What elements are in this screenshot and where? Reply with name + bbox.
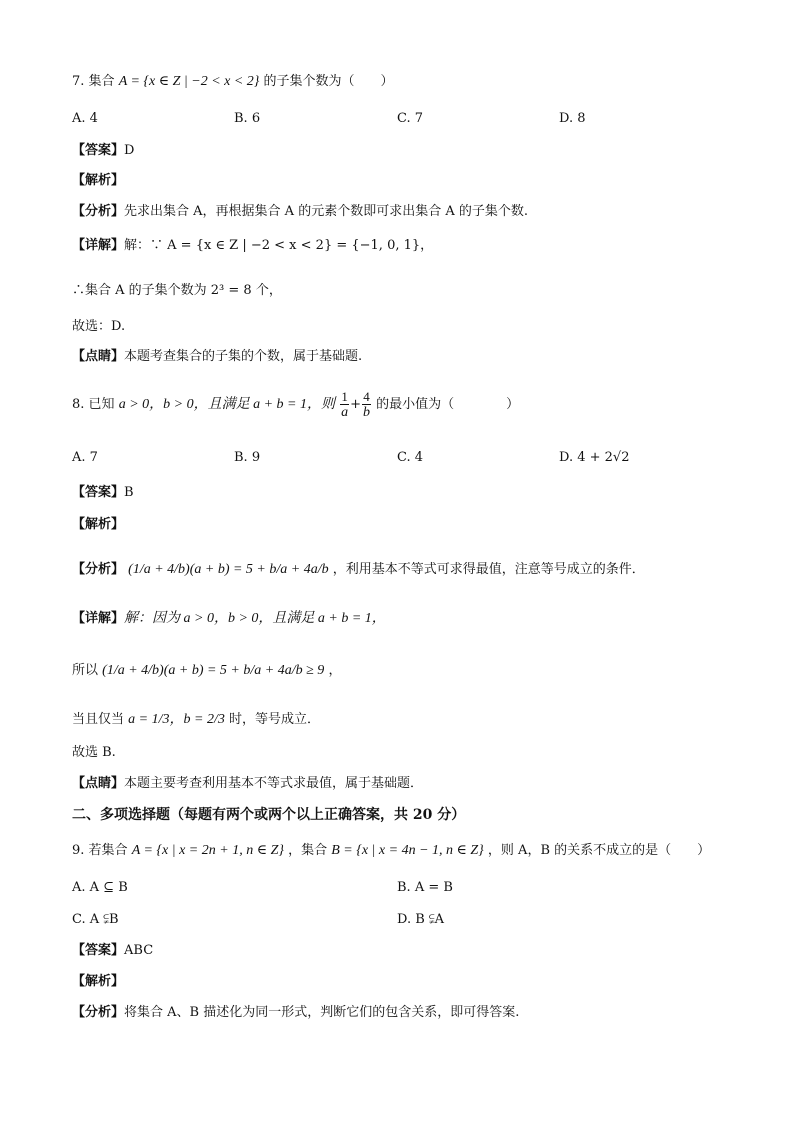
q7-stem xyxy=(72,73,394,91)
q9-option-a: A. A ⊆ B xyxy=(72,880,128,895)
q8-frac-4-b: $\frac{4}{b}$ xyxy=(363,388,371,420)
q8-line3: 当且仅当 a = 1/3，b = 2/3 时，等号成立． xyxy=(72,712,320,727)
q7-line3: 故选：D. xyxy=(72,319,126,334)
q8-dianjing: 【点睛】本题主要考查利用基本不等式求最值，属于基础题． xyxy=(72,776,424,791)
q8-stem: 8. 已知 a > 0，b > 0，且满足 a + b = 1，则 $\frac{1}{a}$ + $\frac{4}{b}$ 的最小值为（ ） xyxy=(72,388,520,420)
q8-answer: 【答案】B xyxy=(72,485,134,500)
q8-option-c: C. 4 xyxy=(397,450,424,465)
q8-condition: a > 0，b > 0，且满足 a + b = 1，则 xyxy=(118,397,335,412)
q8-fenxi-expression: (1/a + 4/b)(a + b) = 5 + b/a + 4a/b xyxy=(128,562,329,577)
q9-set-a: A = {x | x = 2n + 1, n ∈ Z} xyxy=(131,843,284,858)
q8-line2: 所以 (1/a + 4/b)(a + b) = 5 + b/a + 4a/b ≥ 9 ， xyxy=(72,663,342,678)
q7-option-d: D. 8 xyxy=(559,111,586,126)
q9-stem: 9. 若集合 A = {x | x = 2n + 1, n ∈ Z} ，集合 B = {x | x = 4n − 1, n ∈ Z} ，则 A，B 的关系不成立的是（ ） xyxy=(72,843,711,858)
q8-frac-1-a: $\frac{1}{a}$ xyxy=(341,388,349,420)
q9-option-c: C. A ⫋B xyxy=(72,912,119,927)
q9-fenxi: 【分析】将集合 A、B 描述化为同一形式，判断它们的包含关系，即可得答案. xyxy=(72,1005,520,1020)
q8-option-b: B. 9 xyxy=(234,450,261,465)
q7-answer: 【答案】D xyxy=(72,143,135,158)
q9-option-b: B. A = B xyxy=(397,880,453,895)
q7-fenxi: 【分析】先求出集合 A，再根据集合 A 的元素个数即可求出集合 A 的子集个数. xyxy=(72,204,528,219)
q8-xiangjie: 【详解】解：因为 a > 0，b > 0，且满足 a + b = 1， xyxy=(72,611,386,626)
q8-line4: 故选 B. xyxy=(72,745,116,760)
q8-option-d: D. 4 + 2√2 xyxy=(559,450,630,465)
q9-answer: 【答案】ABC xyxy=(72,943,154,958)
q7-stem-prefix: 7. 集合 xyxy=(72,74,115,89)
q8-line3-expression: a = 1/3，b = 2/3 xyxy=(128,712,225,727)
q8-fenxi: 【分析】 (1/a + 4/b)(a + b) = 5 + b/a + 4a/b ，利用基本不等式可求得最值，注意等号成立的条件． xyxy=(72,562,645,577)
q7-xiangjie: 【详解】解：∵ A = {x ∈ Z | −2 < x < 2} = {−1, 0, 1}， xyxy=(72,238,434,253)
q8-option-a: A. 7 xyxy=(72,450,98,465)
q9-set-b: B = {x | x = 4n − 1, n ∈ Z} xyxy=(331,843,484,858)
q7-option-a: A. 4 xyxy=(72,111,98,126)
q7-line2: ∴集合 A 的子集个数为 2³ = 8 个， xyxy=(72,283,282,298)
q7-jiexi: 【解析】 xyxy=(72,173,125,188)
q7-option-b: B. 6 xyxy=(234,111,261,126)
q7-dianjing: 【点睛】本题考查集合的子集的个数，属于基础题. xyxy=(72,349,363,364)
q8-line2-expression: (1/a + 4/b)(a + b) = 5 + b/a + 4a/b ≥ 9 xyxy=(102,663,325,678)
q7-stem-suffix: 的子集个数为（ ） xyxy=(263,74,394,89)
q7-set-expression: A = {x ∈ Z | −2 < x < 2} xyxy=(118,74,260,89)
q8-jiexi: 【解析】 xyxy=(72,517,125,532)
q7-option-c: C. 7 xyxy=(397,111,424,126)
q9-option-d: D. B ⫋A xyxy=(397,912,445,927)
section-heading: 二、多项选择题（每题有两个或两个以上正确答案，共 20 分） xyxy=(72,807,466,823)
q9-jiexi: 【解析】 xyxy=(72,974,125,989)
